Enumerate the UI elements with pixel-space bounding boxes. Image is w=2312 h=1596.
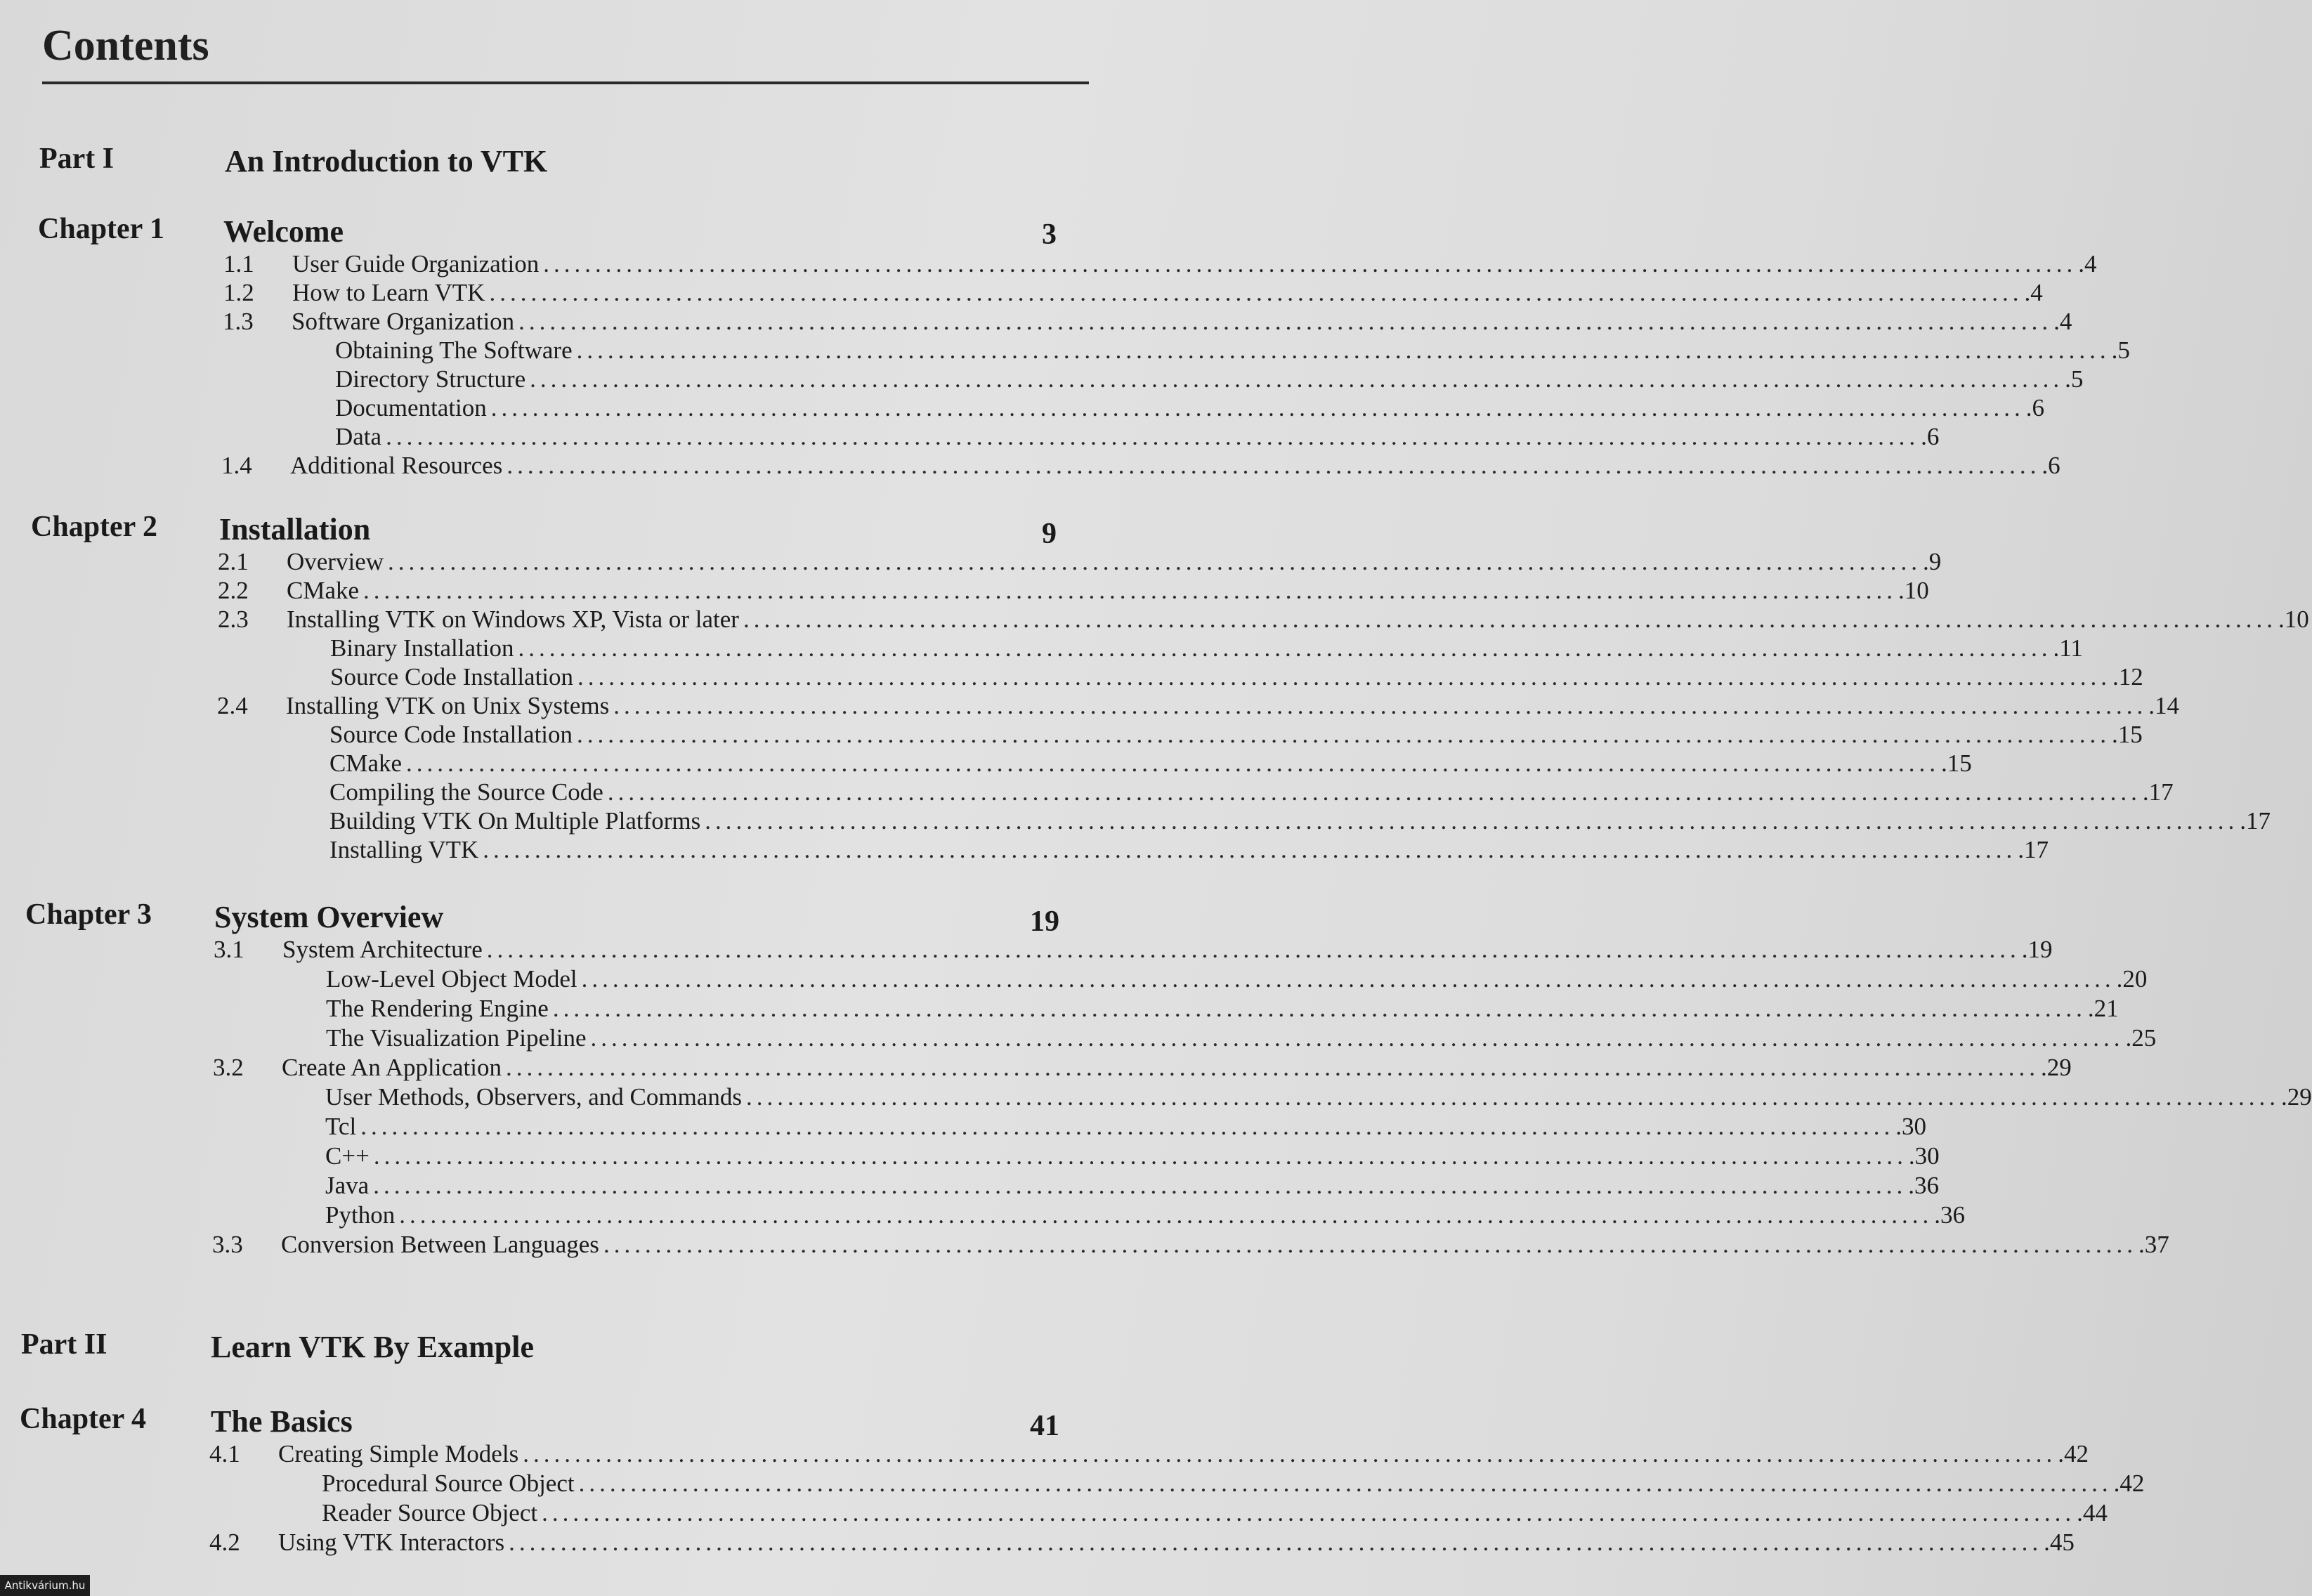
dot-leader: .................................................................................................................................................... xyxy=(542,1499,2076,1526)
dot-leader: .................................................................................................................................................... xyxy=(543,250,2077,277)
entry-title: Software Organization xyxy=(292,308,515,335)
toc-subentry[interactable] xyxy=(217,750,1972,779)
entry-page: .5 xyxy=(2065,365,2084,393)
entry-page: .5 xyxy=(2111,336,2130,364)
entry-number: 2.1 xyxy=(218,548,249,575)
chapter-page-3: 19 xyxy=(1030,905,1059,938)
dot-leader: .................................................................................................................................................... xyxy=(507,452,2041,479)
dot-leader: .................................................................................................................................................... xyxy=(363,577,1898,604)
dot-leader: .................................................................................................................................................... xyxy=(489,279,2023,306)
entry-page: .6 xyxy=(2025,394,2045,421)
entry-title: Java xyxy=(325,1172,370,1199)
entry-number: 4.2 xyxy=(209,1529,240,1556)
entry-page: .19 xyxy=(2021,936,2053,963)
dot-leader: .................................................................................................................................................... xyxy=(578,1470,2112,1497)
dot-leader: .................................................................................................................................................... xyxy=(490,394,2025,421)
dot-leader: .................................................................................................................................................... xyxy=(607,778,2141,806)
entry-title: System Architecture xyxy=(282,936,483,963)
entry-number: 1.3 xyxy=(223,308,254,335)
entry-title: Documentation xyxy=(335,394,487,421)
entry-page: .25 xyxy=(2125,1024,2157,1052)
toc-entry[interactable] xyxy=(218,577,1929,606)
toc-entry[interactable] xyxy=(221,452,2060,481)
entry-title: Create An Application xyxy=(282,1054,502,1081)
entry-number: 2.4 xyxy=(217,692,248,719)
entry-page: .37 xyxy=(2138,1231,2169,1258)
entry-page: .6 xyxy=(2042,452,2060,479)
entry-page: .21 xyxy=(2087,995,2119,1022)
dot-leader: .................................................................................................................................................... xyxy=(613,692,2148,719)
part-title-2: Learn VTK By Example xyxy=(211,1330,535,1364)
entry-title: Obtaining The Software xyxy=(335,336,573,364)
entry-title: Installing VTK on Windows XP, Vista or later xyxy=(287,606,739,633)
entry-title: Installing VTK on Unix Systems xyxy=(286,692,610,719)
entry-title: How to Learn VTK xyxy=(292,279,485,306)
entry-number: 2.3 xyxy=(218,606,249,633)
dot-leader: .................................................................................................................................................... xyxy=(518,634,2052,662)
entry-title: Tcl xyxy=(325,1113,357,1140)
toc-subentry[interactable] xyxy=(214,1024,2157,1054)
toc-entry[interactable] xyxy=(209,1529,2075,1558)
entry-page: .9 xyxy=(1923,548,1942,575)
toc-subentry[interactable] xyxy=(218,663,2143,693)
chapter-title-1: Welcome xyxy=(223,214,344,249)
dot-leader: .................................................................................................................................................... xyxy=(523,1440,2057,1467)
toc-subentry[interactable] xyxy=(209,1470,2145,1499)
page-title: Contents xyxy=(42,22,209,70)
toc-entry[interactable] xyxy=(223,308,2072,337)
title-divider xyxy=(42,81,1089,84)
toc-subentry[interactable] xyxy=(218,634,2083,664)
entry-page: .30 xyxy=(1895,1113,1926,1140)
chapter-title-2: Installation xyxy=(219,512,371,547)
entry-title: Conversion Between Languages xyxy=(281,1231,599,1258)
entry-page: .6 xyxy=(1921,423,1940,450)
entry-title: Low-Level Object Model xyxy=(326,965,577,993)
chapter-page-4: 41 xyxy=(1030,1410,1059,1442)
entry-title: CMake xyxy=(287,577,360,604)
entry-number: 2.2 xyxy=(218,577,249,604)
entry-page: .30 xyxy=(1908,1142,1940,1170)
chapter-label-4: Chapter 4 xyxy=(20,1403,147,1435)
chapter-page-2: 9 xyxy=(1042,518,1057,550)
dot-leader: .................................................................................................................................................... xyxy=(705,807,2239,835)
entry-page: .17 xyxy=(2240,807,2271,835)
entry-page: .44 xyxy=(2077,1499,2108,1526)
dot-leader: .................................................................................................................................................... xyxy=(577,663,2112,691)
entry-title: Python xyxy=(325,1201,396,1229)
entry-page: .42 xyxy=(2058,1440,2089,1467)
dot-leader: .................................................................................................................................................... xyxy=(577,721,2111,748)
dot-leader: .................................................................................................................................................... xyxy=(406,750,1940,777)
part-title-1: An Introduction to VTK xyxy=(225,144,548,178)
entry-title: Source Code Installation xyxy=(329,721,573,748)
chapter-label-2: Chapter 2 xyxy=(31,511,158,543)
entry-title: The Visualization Pipeline xyxy=(326,1024,587,1052)
entry-page: .45 xyxy=(2044,1529,2075,1556)
entry-number: 1.4 xyxy=(221,452,252,479)
dot-leader: .................................................................................................................................................... xyxy=(505,1054,2039,1081)
entry-page: .4 xyxy=(2053,308,2072,335)
entry-title: Compiling the Source Code xyxy=(329,778,603,806)
dot-leader: .................................................................................................................................................... xyxy=(509,1529,2043,1556)
toc-entry[interactable] xyxy=(218,606,2309,635)
entry-title: Binary Installation xyxy=(330,634,514,662)
entry-page: .4 xyxy=(2024,279,2043,306)
entry-title: Additional Resources xyxy=(290,452,503,479)
dot-leader: .................................................................................................................................................... xyxy=(745,1083,2280,1111)
entry-number: 3.1 xyxy=(214,936,244,963)
toc-subentry[interactable] xyxy=(209,1499,2108,1529)
toc-entry[interactable] xyxy=(217,692,2179,721)
entry-page: .36 xyxy=(1908,1172,1939,1199)
entry-page: .29 xyxy=(2040,1054,2072,1081)
toc-entry[interactable] xyxy=(223,279,2043,308)
dot-leader: .................................................................................................................................................... xyxy=(743,606,2277,633)
entry-title: The Rendering Engine xyxy=(326,995,549,1022)
toc-subentry[interactable] xyxy=(217,721,2143,750)
entry-title: C++ xyxy=(325,1142,370,1170)
toc-entry[interactable] xyxy=(218,548,1942,577)
dot-leader: .................................................................................................................................................... xyxy=(483,836,2017,863)
entry-title: User Guide Organization xyxy=(292,250,540,277)
dot-leader: .................................................................................................................................................... xyxy=(386,423,1920,450)
entry-title: Reader Source Object xyxy=(322,1499,538,1526)
entry-page: .10 xyxy=(2278,606,2309,633)
entry-page: .36 xyxy=(1934,1201,1965,1229)
dot-leader: .................................................................................................................................................... xyxy=(603,1231,2137,1258)
toc-subentry[interactable] xyxy=(217,836,2049,865)
entry-number: 3.3 xyxy=(212,1231,243,1258)
toc-subentry[interactable] xyxy=(214,965,2148,995)
entry-page: .11 xyxy=(2053,634,2083,662)
chapter-title-4: The Basics xyxy=(211,1404,353,1439)
toc-subentry[interactable] xyxy=(223,423,1940,452)
entry-title: Overview xyxy=(287,548,384,575)
toc-subentry[interactable] xyxy=(223,336,2130,366)
entry-number: 1.2 xyxy=(223,279,254,306)
dot-leader: .................................................................................................................................................... xyxy=(576,336,2110,364)
entry-title: Directory Structure xyxy=(335,365,526,393)
chapter-page-1: 3 xyxy=(1042,218,1057,251)
toc-subentry[interactable] xyxy=(223,365,2084,395)
entry-number: 4.1 xyxy=(209,1440,240,1467)
entry-title: Creating Simple Models xyxy=(278,1440,519,1467)
toc-subentry[interactable] xyxy=(213,1142,1940,1172)
dot-leader: .................................................................................................................................................... xyxy=(552,995,2086,1022)
dot-leader: .................................................................................................................................................... xyxy=(360,1113,1895,1140)
part-label-1: Part I xyxy=(39,143,115,175)
chapter-label-1: Chapter 1 xyxy=(38,213,165,245)
dot-leader: .................................................................................................................................................... xyxy=(373,1142,1907,1170)
chapter-label-3: Chapter 3 xyxy=(25,898,152,931)
toc-entry[interactable] xyxy=(223,250,2097,280)
dot-leader: .................................................................................................................................................... xyxy=(530,365,2064,393)
toc-subentry[interactable] xyxy=(213,1172,1939,1201)
entry-page: .10 xyxy=(1898,577,1929,604)
entry-page: .20 xyxy=(2116,965,2148,993)
entry-page: .4 xyxy=(2078,250,2097,277)
entry-page: .29 xyxy=(2280,1083,2312,1111)
dot-leader: .................................................................................................................................................... xyxy=(581,965,2115,993)
toc-entry[interactable] xyxy=(214,936,2053,965)
entry-page: .15 xyxy=(1941,750,1972,777)
dot-leader: .................................................................................................................................................... xyxy=(388,548,1922,575)
toc-subentry[interactable] xyxy=(223,394,2045,424)
entry-title: Source Code Installation xyxy=(330,663,574,691)
toc-subentry[interactable] xyxy=(214,995,2119,1024)
entry-number: 3.2 xyxy=(213,1054,244,1081)
part-label-2: Part II xyxy=(21,1328,107,1361)
toc-subentry[interactable] xyxy=(213,1201,1965,1231)
chapter-title-3: System Overview xyxy=(214,900,444,934)
toc-subentry[interactable] xyxy=(213,1083,2312,1113)
entry-page: .12 xyxy=(2112,663,2143,691)
entry-page: .15 xyxy=(2112,721,2143,748)
toc-subentry[interactable] xyxy=(217,778,2174,808)
entry-page: .17 xyxy=(2142,778,2174,806)
watermark-label: Antikvárium.hu xyxy=(0,1575,90,1596)
toc-entry[interactable] xyxy=(213,1054,2072,1083)
entry-title: User Methods, Observers, and Commands xyxy=(325,1083,742,1111)
entry-title: Procedural Source Object xyxy=(322,1470,575,1497)
dot-leader: .................................................................................................................................................... xyxy=(518,308,2053,335)
entry-title: Using VTK Interactors xyxy=(278,1529,505,1556)
entry-title: CMake xyxy=(329,750,403,777)
entry-title: Installing VTK xyxy=(329,836,479,863)
toc-subentry[interactable] xyxy=(213,1113,1926,1142)
dot-leader: .................................................................................................................................................... xyxy=(590,1024,2124,1052)
dot-leader: .................................................................................................................................................... xyxy=(373,1172,1907,1199)
entry-title: Building VTK On Multiple Platforms xyxy=(329,807,701,835)
entry-title: Data xyxy=(335,423,382,450)
entry-page: .17 xyxy=(2018,836,2049,863)
toc-entry[interactable] xyxy=(212,1231,2169,1260)
entry-page: .42 xyxy=(2113,1470,2145,1497)
toc-subentry[interactable] xyxy=(217,807,2271,837)
dot-leader: .................................................................................................................................................... xyxy=(399,1201,1933,1229)
dot-leader: .................................................................................................................................................... xyxy=(486,936,2020,963)
entry-page: .14 xyxy=(2148,692,2179,719)
toc-entry[interactable] xyxy=(209,1440,2089,1470)
entry-number: 1.1 xyxy=(223,250,254,277)
